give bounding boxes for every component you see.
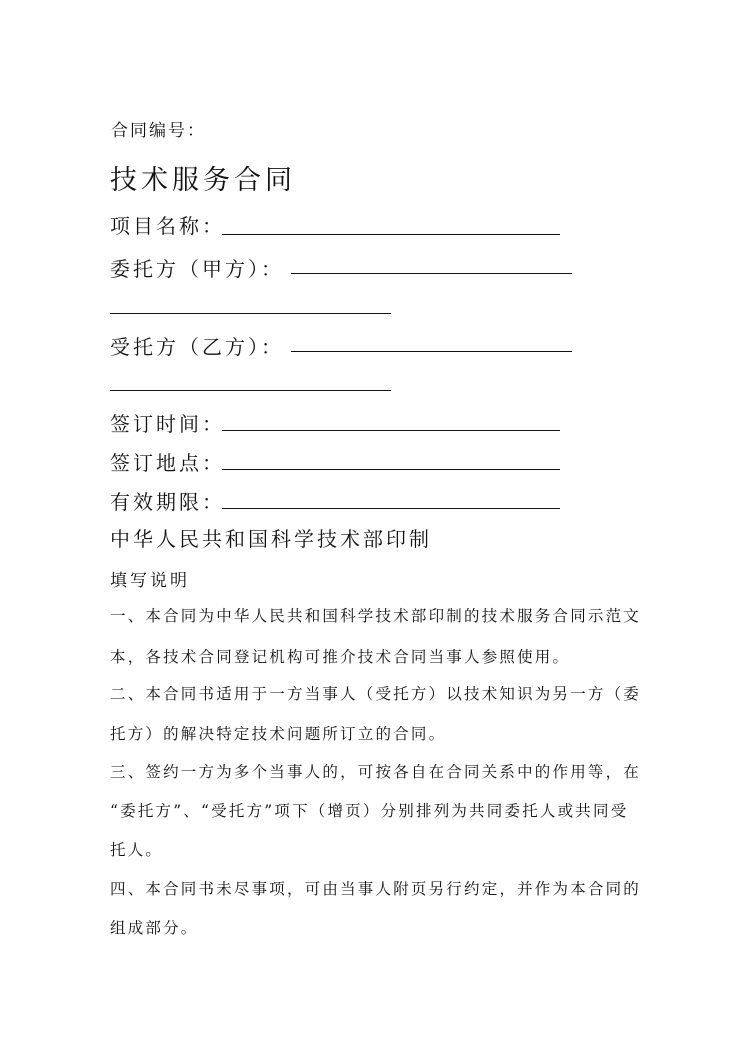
provider-line-1: [291, 351, 572, 352]
sign-place-label: 签订地点：: [110, 451, 225, 475]
instructions-heading: 填写说明: [110, 571, 190, 591]
sign-time-line: [222, 430, 560, 431]
contract-number-label: 合同编号：: [111, 121, 206, 141]
instruction-4-line-2: 组成部分。: [110, 919, 199, 937]
instruction-2-line-1: 二、本合同书适用于一方当事人（受托方）以技术知识为另一方（委: [110, 685, 642, 703]
provider-label: 受托方（乙方）：: [110, 335, 284, 359]
sign-time-label: 签订时间：: [110, 412, 225, 436]
validity-line: [222, 508, 560, 509]
validity-label: 有效期限：: [110, 490, 225, 514]
client-line-1: [291, 273, 572, 274]
sign-place-line: [222, 469, 560, 470]
instruction-1-line-1: 一、本合同为中华人民共和国科学技术部印制的技术服务合同示范文: [110, 607, 642, 625]
project-name-line: [222, 234, 560, 235]
instruction-3-line-3: 托人。: [110, 841, 164, 859]
provider-line-2: [110, 390, 391, 391]
page-title: 技术服务合同: [110, 165, 296, 196]
instruction-1-line-2: 本，各技术合同登记机构可推介技术合同当事人参照使用。: [110, 648, 571, 666]
issuing-organization: 中华人民共和国科学技术部印制: [110, 527, 432, 551]
instruction-3-line-1: 三、签约一方为多个当事人的，可按各自在合同关系中的作用等，在: [110, 763, 642, 781]
client-label: 委托方（甲方）：: [110, 257, 284, 281]
instruction-3-line-2: “委托方”、“受托方”项下（增页）分别排列为共同委托人或共同受: [110, 802, 629, 820]
project-name-label: 项目名称：: [110, 214, 225, 238]
instruction-4-line-1: 四、本合同书未尽事项，可由当事人附页另行约定，并作为本合同的: [110, 880, 642, 898]
instruction-2-line-2: 托方）的解决特定技术问题所订立的合同。: [110, 725, 447, 743]
client-line-2: [110, 313, 391, 314]
